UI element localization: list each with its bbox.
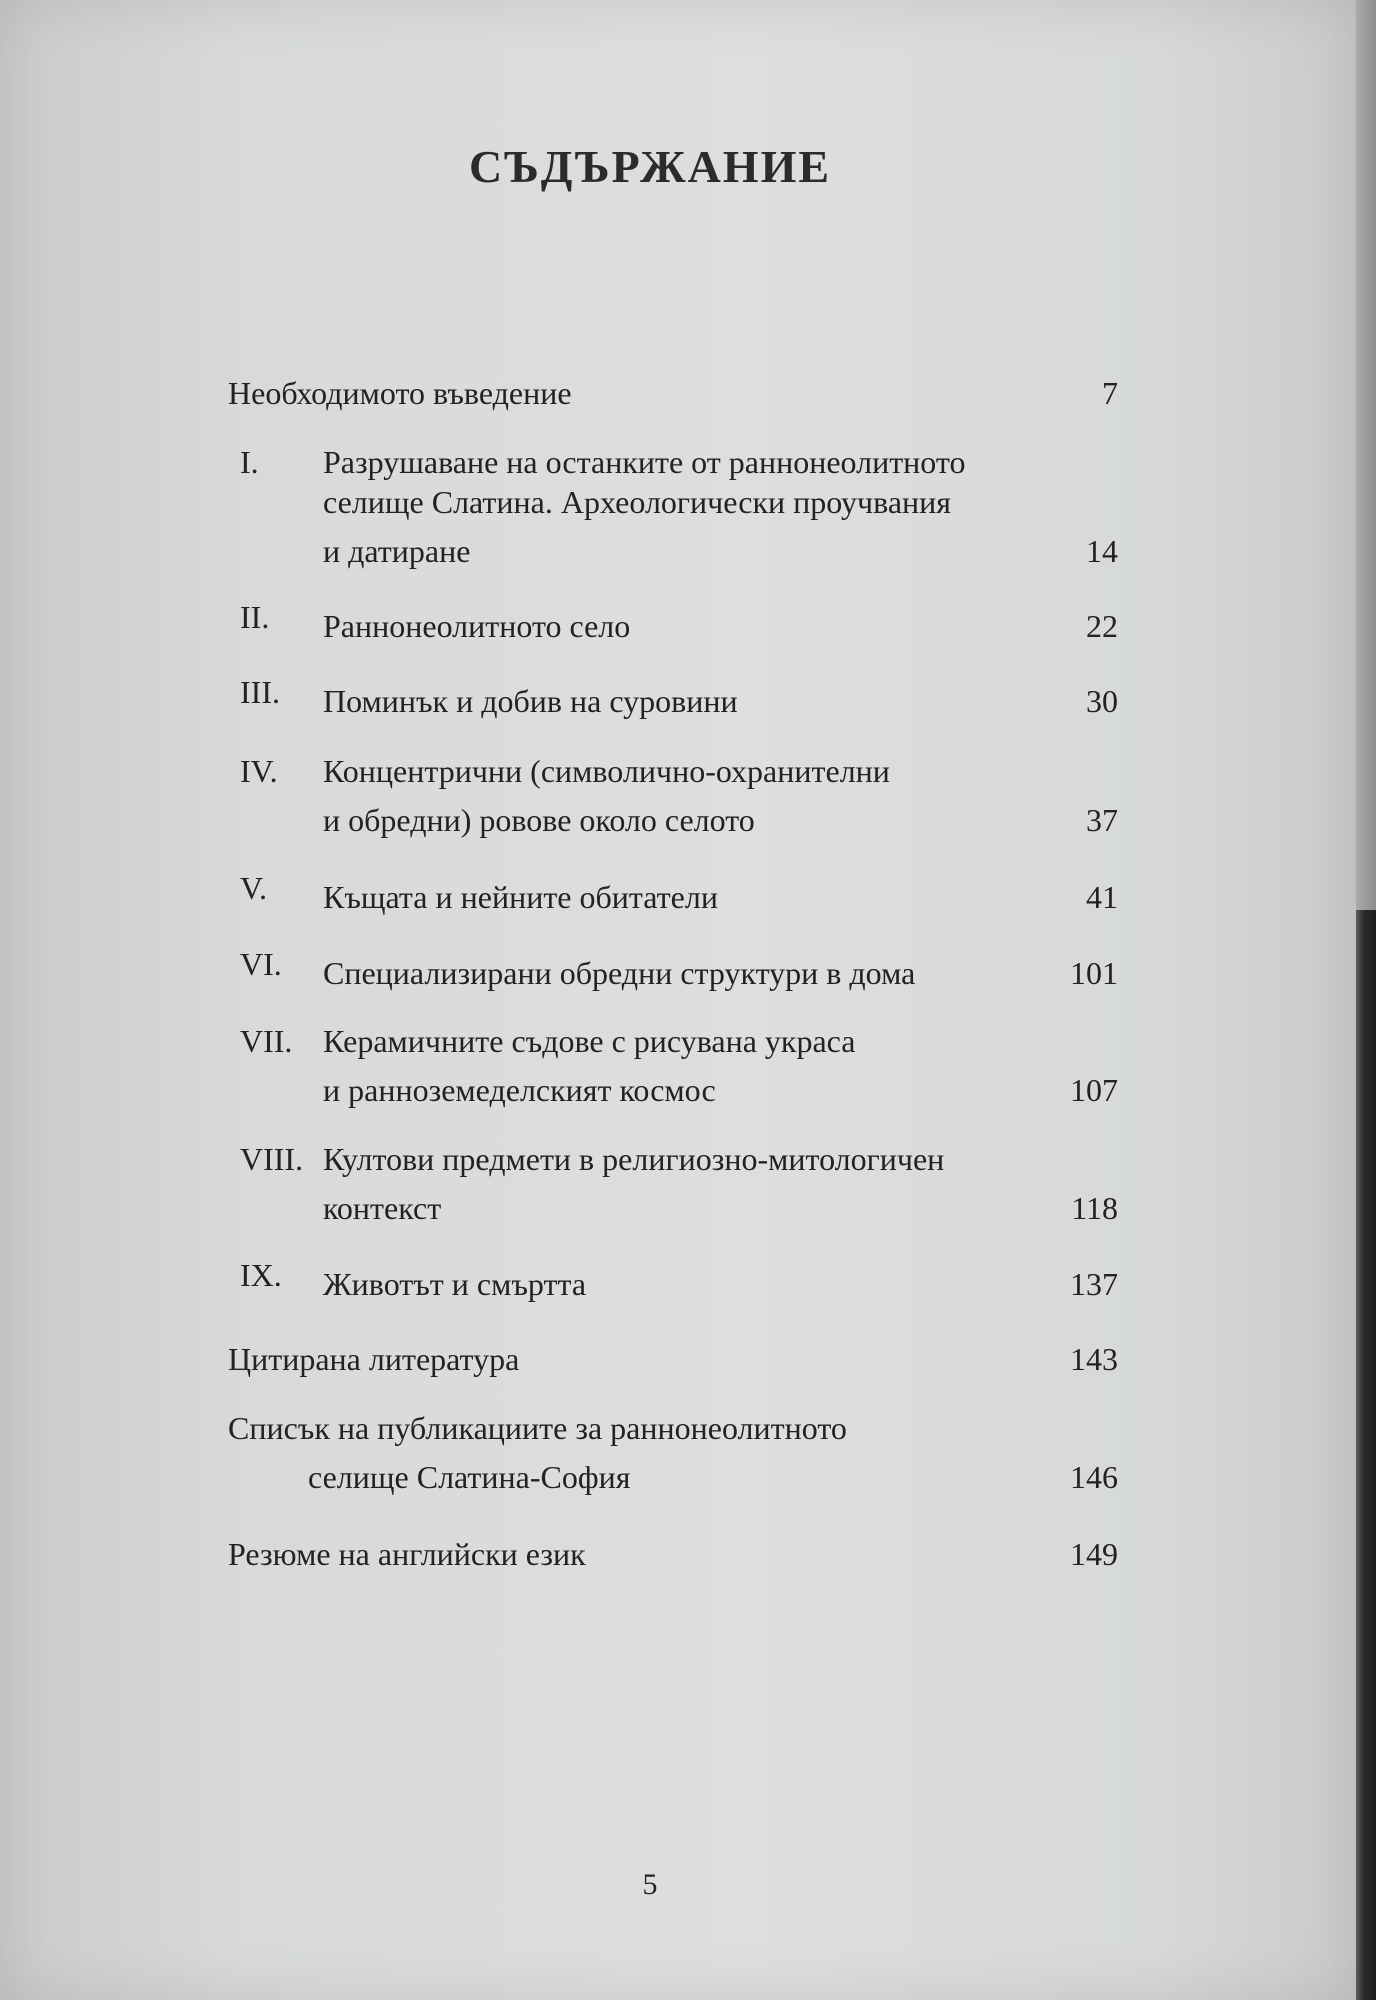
dot-leader [765, 791, 1076, 831]
book-edge [1356, 0, 1376, 2000]
dot-leader [726, 1061, 1060, 1101]
entry-title-line: Разрушаване на останките от раннонеолитното [323, 444, 966, 480]
entry-leader-row [323, 791, 1118, 840]
entry-title-line: Цитирана литература [228, 1341, 520, 1377]
entry-page-number: 118 [1071, 1190, 1118, 1226]
dot-leader [640, 597, 1076, 637]
page-title: СЪДЪРЖАНИЕ [468, 141, 832, 192]
chapter-number: VIII. [240, 1141, 304, 1177]
chapter-number: VI. [240, 946, 282, 982]
entry-page-number: 101 [1070, 955, 1118, 991]
entry-leader-row [323, 597, 1118, 646]
dot-leader [596, 1525, 1060, 1565]
entry-page-number: 146 [1070, 1459, 1118, 1495]
entry-title-line: Резюме на английски език [228, 1536, 586, 1572]
entry-page-number: 137 [1070, 1266, 1118, 1302]
entry-title-line: селище Слатина-София [308, 1459, 631, 1495]
entry-title-line: Култови предмети в религиозно-митологичен [323, 1141, 945, 1177]
chapter-number: III. [240, 674, 280, 710]
chapter-number: I. [240, 444, 259, 480]
dot-leader [925, 944, 1060, 984]
entry-leader-row [323, 868, 1118, 917]
page-number: 5 [642, 1868, 658, 1901]
chapter-number: V. [240, 870, 267, 906]
entry-leader-row [228, 1525, 1118, 1574]
entry-page-number: 143 [1070, 1341, 1118, 1377]
entry-title-line: Раннонеолитното село [323, 608, 631, 644]
chapter-number: IX. [240, 1257, 282, 1293]
entry-title-line: контекст [323, 1190, 442, 1226]
dot-leader [748, 672, 1076, 712]
chapter-number: VII. [240, 1023, 293, 1059]
dot-leader [582, 364, 1092, 404]
entry-leader-row [323, 522, 1118, 571]
entry-leader-row [323, 1061, 1118, 1110]
dot-leader [480, 522, 1076, 562]
entry-title-line: Керамичните съдове с рисувана украса [323, 1023, 856, 1059]
chapter-number: IV. [240, 753, 278, 789]
entry-leader-row [323, 1179, 1118, 1228]
dot-leader [640, 1448, 1060, 1488]
entry-leader-row [308, 1448, 1118, 1497]
entry-title-line: Къщата и нейните обитатели [323, 879, 718, 915]
entry-title-line: и раннoземеделският космос [323, 1072, 716, 1108]
entry-title-line: и обредни) ровове около селото [323, 802, 755, 838]
entry-page-number: 14 [1086, 533, 1118, 569]
entry-title-line: и датиране [323, 533, 471, 569]
entry-title-line: Списък на публикациите за раннонеолитното [228, 1410, 847, 1446]
entry-page-number: 41 [1086, 879, 1118, 915]
entry-title-line: Концентрични (символично-охранителни [323, 753, 890, 789]
entry-leader-row [228, 364, 1118, 413]
dot-leader [529, 1330, 1060, 1370]
entry-leader-row [323, 1255, 1118, 1304]
entry-page-number: 107 [1070, 1072, 1118, 1108]
chapter-number: II. [240, 599, 270, 635]
dot-leader [451, 1179, 1061, 1219]
entry-title-line: Животът и смъртта [323, 1266, 587, 1302]
entry-leader-row [228, 1330, 1118, 1379]
dot-leader [596, 1255, 1060, 1295]
dot-leader [728, 868, 1076, 908]
entry-title-line: Необходимото въведение [228, 375, 572, 411]
entry-page-number: 7 [1102, 375, 1118, 411]
entry-page-number: 22 [1086, 608, 1118, 644]
entry-title-line: селище Слатина. Археологически проучвания [323, 484, 951, 520]
entry-page-number: 30 [1086, 683, 1118, 719]
entry-leader-row [323, 944, 1118, 993]
entry-title-line: Специализирани обредни структури в дома [323, 955, 916, 991]
entry-page-number: 149 [1070, 1536, 1118, 1572]
entry-title-line: Поминък и добив на суровини [323, 683, 738, 719]
entry-leader-row [323, 672, 1118, 721]
entry-page-number: 37 [1086, 802, 1118, 838]
